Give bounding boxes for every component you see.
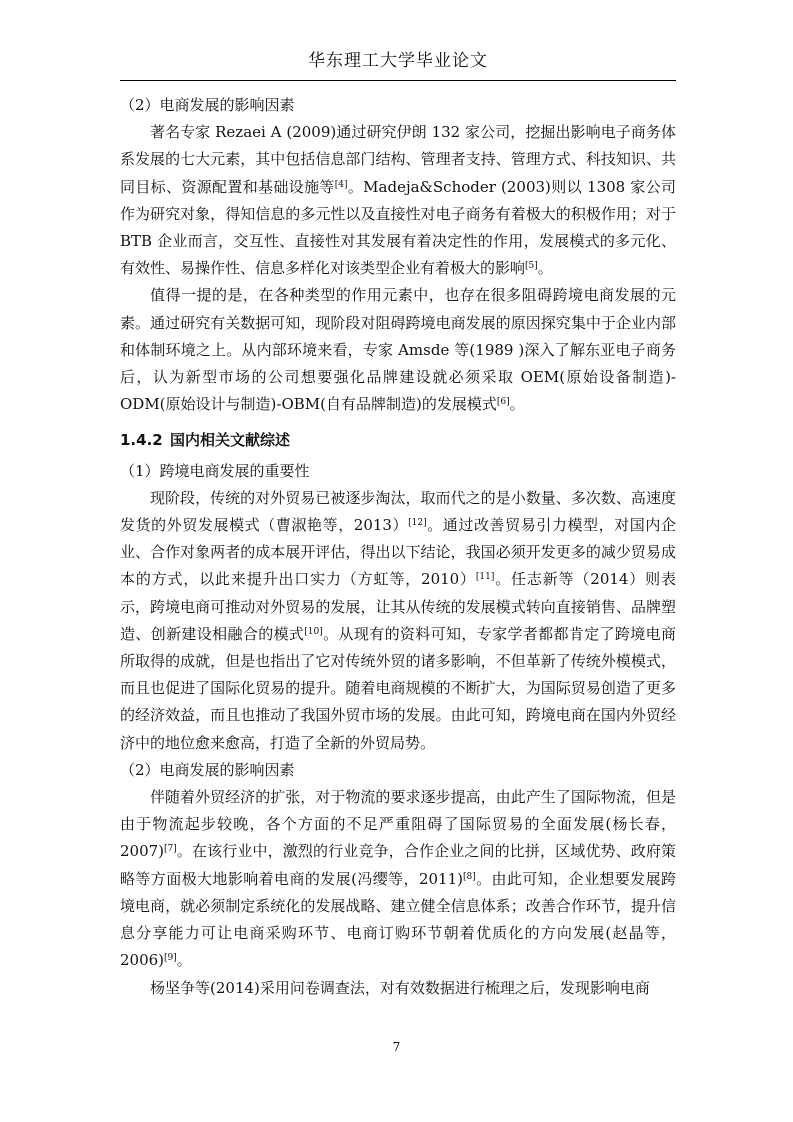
citation-ref: [11]	[475, 572, 495, 583]
paragraph-text: 。通过改善贸易引力模型，对国内企业、合作对象两者的成本展开评估，得出以下结论，我国必须开发更多的减少贸易成本的方式，以此来提升出口实力（方虹等，2010）	[120, 516, 676, 589]
paragraph-text: 。由此可知，企业想要发展跨境电商，就必须制定系统化的发展战略、建立健全信息体系；改善合作环节，提升信息分享能力可让电商采购环节、电商订购环节朝着优质化的方向发展(赵晶等，2006)	[120, 869, 676, 970]
paragraph-text: 。	[509, 395, 525, 414]
paragraph-text: 。从现有的资料可知，专家学者都都肯定了跨境电商所取得的成就，但是也指出了它对传统外贸的诸多影响，不但革新了传统外模模式，而且也促进了国际化贸易的提升。随着电商规模的不断扩大，为国际贸易创造了更多的经济效益，而且也推动了我国外贸市场的发展。由此可知，跨境电商在国内外贸经济中的地位愈来愈高，打造了全新的外贸局势。	[120, 624, 676, 752]
paper-body	[120, 92, 676, 1002]
citation-ref: [6]	[496, 397, 510, 408]
paragraph-text: 。Madeja&Schoder (2003)则以 1308 家公司作为研究对象，得知信息的多元性以及直接性对电子商务有着极大的积极作用；对于 BTB 企业而言，交互性、直接性对其发展有着决定性的作用，发展模式的多元化、有效性、易操作性、信息多样化对该类型企业有着极大的影响	[120, 177, 676, 278]
citation-ref: [7]	[164, 844, 177, 855]
citation-ref: [5]	[525, 261, 538, 272]
paragraph-text: 伴随着外贸经济的扩张，对于物流的要求逐步提高，由此产生了国际物流，但是由于物流起步较晚，各个方面的不足严重阻碍了国际贸易的全面发展(杨长春，2007)	[120, 788, 676, 861]
paragraph	[120, 784, 676, 974]
page-number: 7	[392, 1040, 401, 1054]
paragraph-text: 现阶段，传统的对外贸易已被逐步淘汰，取而代之的是小数量、多次数、高速度发货的外贸发展模式（曹淑艳等，2013）	[120, 488, 676, 535]
paragraph	[120, 485, 676, 757]
citation-ref: [9]	[164, 953, 177, 964]
paragraph-text: 著名专家 Rezaei A (2009)通过研究伊朗 132 家公司，挖掘出影响电子商务体系发展的七大元素，其中包括信息部门结构、管理者支持、管理方式、科技知识、共同目标、资源配置和基础设施等	[120, 123, 676, 196]
paragraph	[120, 119, 676, 282]
subsection-heading: （2）电商发展的影响因素	[120, 760, 295, 779]
subsection-heading: （1）跨境电商发展的重要性	[120, 461, 310, 480]
paragraph-text: 。	[537, 259, 553, 278]
page-header: 华东理工大学毕业论文	[308, 51, 488, 71]
subsection-heading: （2）电商发展的影响因素	[120, 96, 295, 114]
citation-ref: [8]	[462, 871, 476, 882]
paragraph-text: 值得一提的是，在各种类型的作用元素中，也存在很多阻碍跨境电商发展的元素。通过研究有关数据可知，现阶段对阻碍跨境电商发展的原因探究集中于企业内部和体制环境之上。从内部环境来看，专家 Amsde 等(1989 )深入了解东亚电子商务后，认为新型市场的公司想要强化品牌建设就必须采取 OEM(原始设备制造)-ODM(原始设计与制造)-OBM(自有品牌制造)的发展模式	[120, 286, 676, 414]
header-rule	[120, 80, 676, 81]
citation-ref: [10]	[304, 626, 323, 637]
paragraph	[120, 975, 676, 1002]
paragraph	[120, 282, 676, 418]
citation-ref: [4]	[334, 179, 348, 190]
paragraph-text: 。在该行业中，激烈的行业竞争，合作企业之间的比拼，区域优势、政府策略等方面极大地影响着电商的发展(冯缨等，2011)	[120, 842, 676, 888]
paragraph-text: 。	[176, 951, 192, 970]
paragraph-text: 杨坚争等(2014)采用问卷调查法，对有效数据进行梳理之后，发现影响电商	[150, 978, 650, 997]
paragraph-text: 。任志新等（2014）则表示，跨境电商可推动对外贸易的发展，让其从传统的发展模式转向直接销售、品牌塑造、创新建设相融合的模式	[120, 570, 676, 643]
section-heading	[120, 427, 676, 454]
section-title: 国内相关文献综述	[170, 431, 291, 450]
citation-ref: [12]	[408, 518, 427, 529]
section-number: 1.4.2	[120, 431, 163, 450]
